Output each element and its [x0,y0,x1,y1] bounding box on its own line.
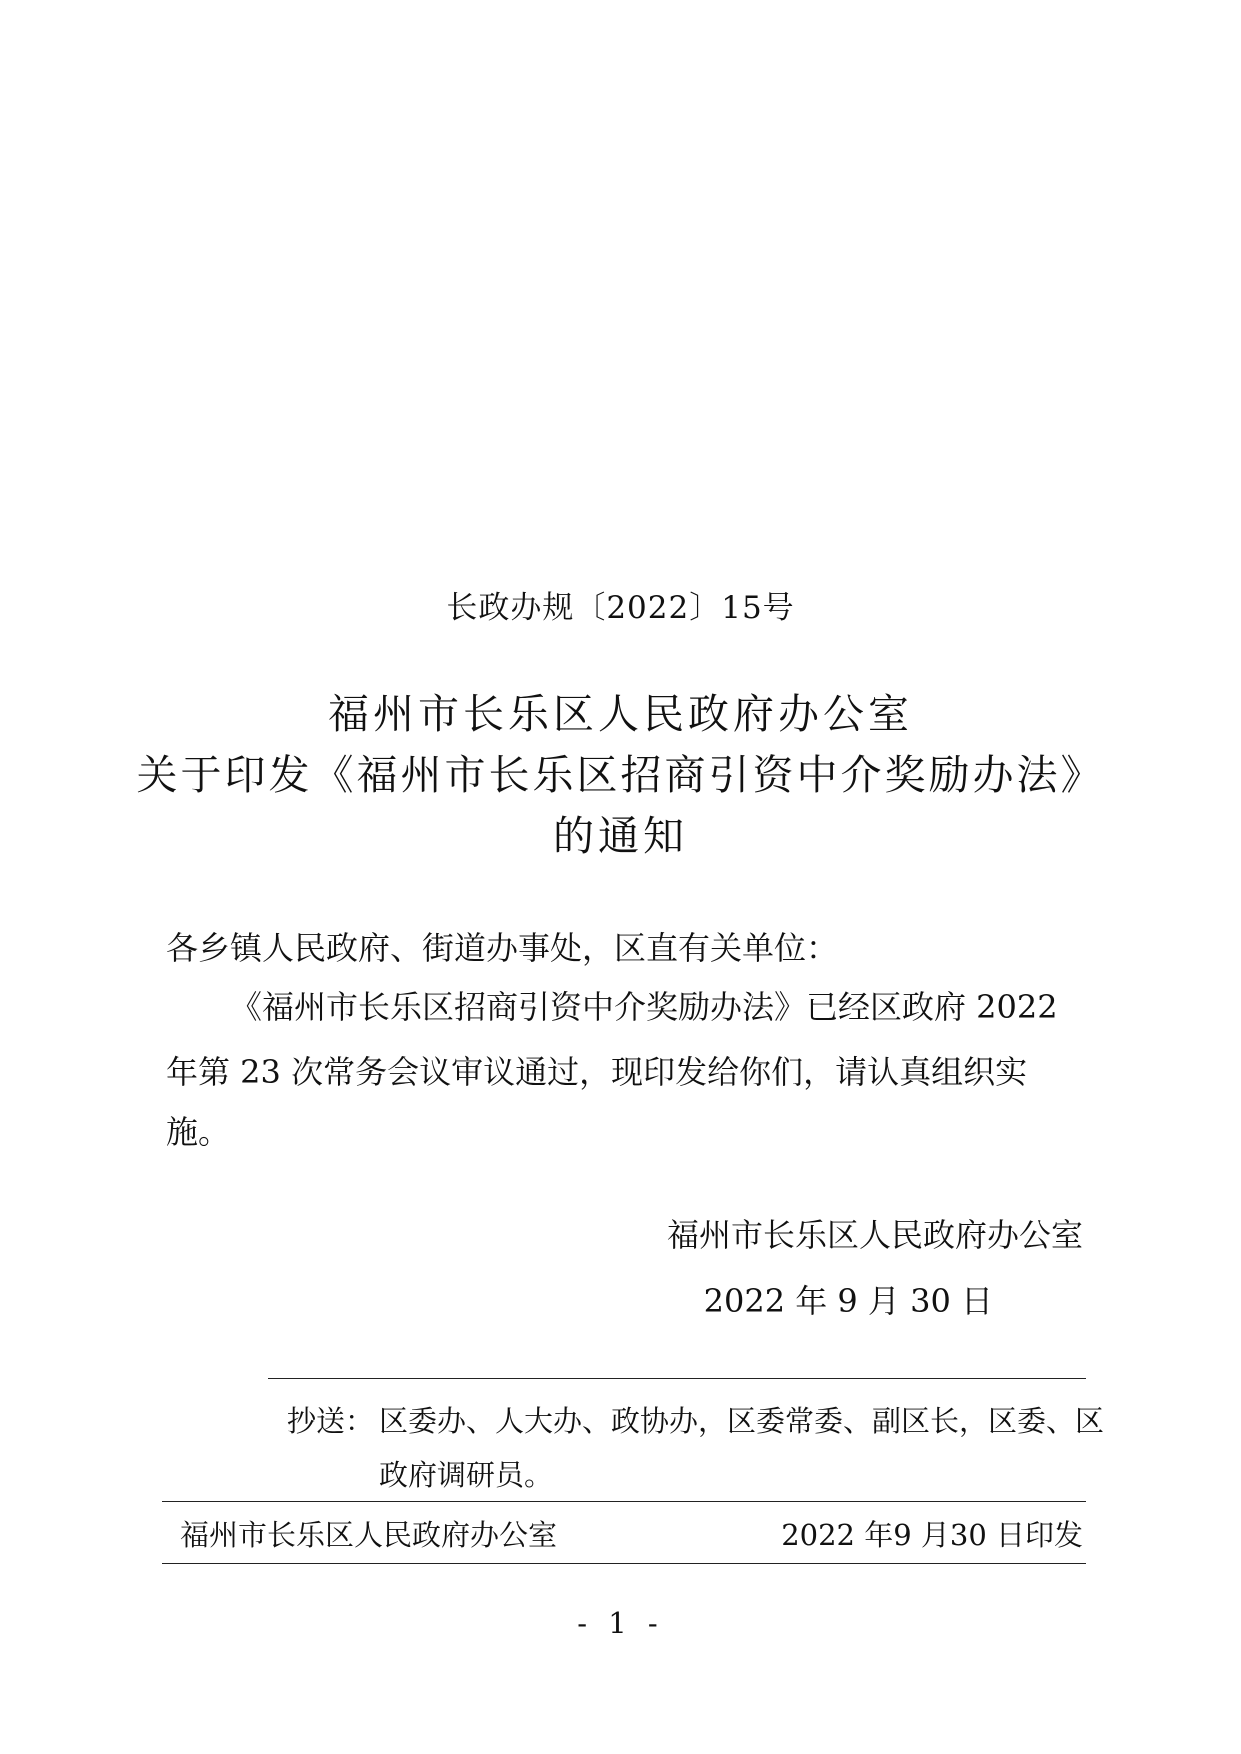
document-number: 长政办规〔2022〕15号 [446,590,795,626]
cc-label: 抄送： [287,1404,375,1438]
cc-section [287,1394,1107,1502]
page-number: - 1 - [577,1606,664,1640]
document-title-line-1: 福州市长乐区人民政府办公室 [328,690,913,738]
issuer-top-divider [162,1501,1086,1502]
issue-date: 2022 年9 月30 日印发 [781,1518,1083,1552]
document-title-line-3: 的通知 [553,812,688,860]
signature-organization: 福州市长乐区人民政府办公室 [666,1216,1083,1254]
body-paragraph-line-1: 《福州市长乐区招商引资中介奖励办法》已经区政府 2022 [230,988,1058,1026]
salutation: 各乡镇人民政府、街道办事处，区直有关单位： [166,929,839,967]
issuer-organization: 福州市长乐区人民政府办公室 [180,1518,558,1552]
issuer-bottom-divider [162,1563,1086,1564]
document-title-line-2: 关于印发《福州市长乐区招商引资中介奖励办法》 [136,751,1105,799]
cc-recipients: 区委办、人大办、政协办，区委常委、副区长，区委、区政府调研员。 [379,1404,1105,1492]
body-paragraph-line-2: 年第 23 次常务会议审议通过，现印发给你们，请认真组织实施。 [166,1053,1028,1151]
cc-top-divider [268,1378,1086,1379]
signature-date: 2022 年 9 月 30 日 [703,1282,993,1320]
